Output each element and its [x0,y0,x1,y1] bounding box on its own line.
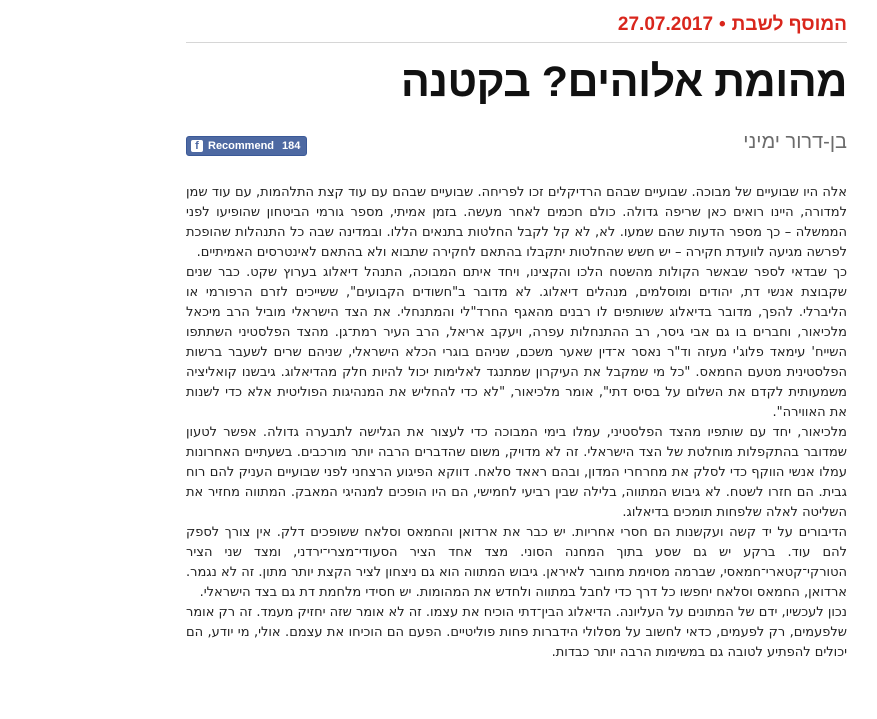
article-paragraph: הדיבורים על יד קשה ועקשנות הם חסרי אחריות. יש כבר את ארדואן והחמאס וסלאח ששופכים דלק. אין צורך לספק להם עוד. ברקע יש גם שסע בתוך המחנה הסוני. מצד אחד הציר הסעודי־מצרי־ירדני, ומצד שני הציר הטורקי־קטארי־חמאסי, שברמה מסוימת מחובר לאיראן. גיבוש המתווה הוא גם ניצחון לציר הקצת יותר מתון. זה לא נגמר. ארדואן, החמאס וסלאח יחפשו כל דרך כדי לחבל במתווה ולחדש את המהומות. יש חסידי מלחמת דת גם בצד הישראלי. [186,525,847,600]
article-paragraph: אלה היו שבועיים של מבוכה. שבועיים שבהם הרדיקלים זכו לפריחה. שבועיים שבהם עם עוד קצת התלהמות, עם עוד שמן למדורה, היינו רואים כאן שריפה גדולה. כולם חכמים לאחר מעשה. בזמן אמיתי, מספר גורמי הביטחון שהופיעו לפני הממשלה – כך מספר הדעות שהם שמעו. לא, לא קל לקבל החלטות בתנאים הללו. ובמדינה שבה כל התנהלות שהופכת לפרשה מגיעה לוועדת חקירה – יש חשש שהחלטות יתקבלו בהתאם לחקירה שתבוא ולא בהתאם לאינטרסים האמיתיים. [186,185,847,260]
section-name[interactable]: המוסף לשבת [731,14,847,35]
facebook-recommend-button[interactable] [186,136,307,156]
article-body [186,183,847,663]
separator-dot: • [719,14,726,35]
header-divider [186,42,847,43]
recommend-count: 184 [282,140,301,152]
facebook-icon: f [191,140,203,152]
recommend-label: Recommend [208,140,275,152]
article-paragraph: נכון לעכשיו, ידם של המתונים על העליונה. הדיאלוג הבין־דתי הוכיח את עצמו. זה לא אומר שזה יחזיק מעמד. זה רק אומר שלפעמים, רק לפעמים, כדאי לחשוב על מסלולי הידברות פחות פוליטיים. הפעם הם הוכיחו את עצמם. אולי, מי יודע, הם יכולים להפתיע לטובה גם במשימות הרבה יותר כבדות. [186,605,847,660]
publish-date: 27.07.2017 [617,14,714,35]
section-header [618,14,847,36]
article-paragraph: מלכיאור, יחד עם שותפיו מהצד הפלסטיני, עמלו בימי המבוכה כדי לעצור את הגלישה לתבערה גדולה. אפשר לטעון שמדובר בהתקפלות מוחלטת של הצד הישראלי. זה לא מדויק, משום שהדברים הרבה יותר מורכבים. בשעתיים האחרונות עמלו אנשי הווקף כדי לסלק את מחרחרי המדון, ובהם ראאד סלאח. דווקא הפיגוע הרצחני לפני שבועיים העניק להם רוח גבית. הם חזרו לשטח. לא גיבוש המתווה, בלילה שבין רביעי לחמישי, הם היו הופכים למנהיגי המאבק. המתווה מחזיר את השליטה לאלה שלפחות תומכים בדיאלוג. [186,425,847,520]
author-name[interactable]: בן-דרור ימיני [743,131,847,153]
article-paragraph: כך שבדאי לספר שבאשר הקולות מהשטח הלכו והקצינו, ויחד איתם המבוכה, התנהל דיאלוג בערוץ שקט. כבר שנים שקבוצת אנשי דת, יהודים ומוסלמים, מנהלים דיאלוג. לא מדובר ב"חשודים הקבועים", ששייכים לזרם הרפורמי או הליברלי. להפך, מדובר בדיאלוג ששותפים לו רבנים מהאגף החרד"לי והמתנחלי. את הצד הישראלי מוביל הרב מיכאל מלכיאור, וחברים בו גם אבי גיסר, רב ההתנחלות עפרה, ויעקב אריאל, הרב העיר רמת־גן. מהצד הפלסטיני השתתפו השייח' עימאד פלוג'י מעזה וד"ר נאסר א־דין שאער משכם, שניהם בוגרי הכלא הישראלי, שניהם שרים לשעבר ברשות הפלסטינית מטעם החמאס. "כל מי שמקבל את העיקרון שמתנגד לאלימות יכול להיות חלק מהדיאלוג. גיבשנו קואליציה משמעותית לקדם את השלום על בסיס דתי", אומר מלכיאור, "לא כדי להחליש את המנהיגות הפוליטית אלא כדי לשנות את האווירה". [186,265,847,420]
article-title: מהומת אלוהים? בקטנה [400,58,847,106]
